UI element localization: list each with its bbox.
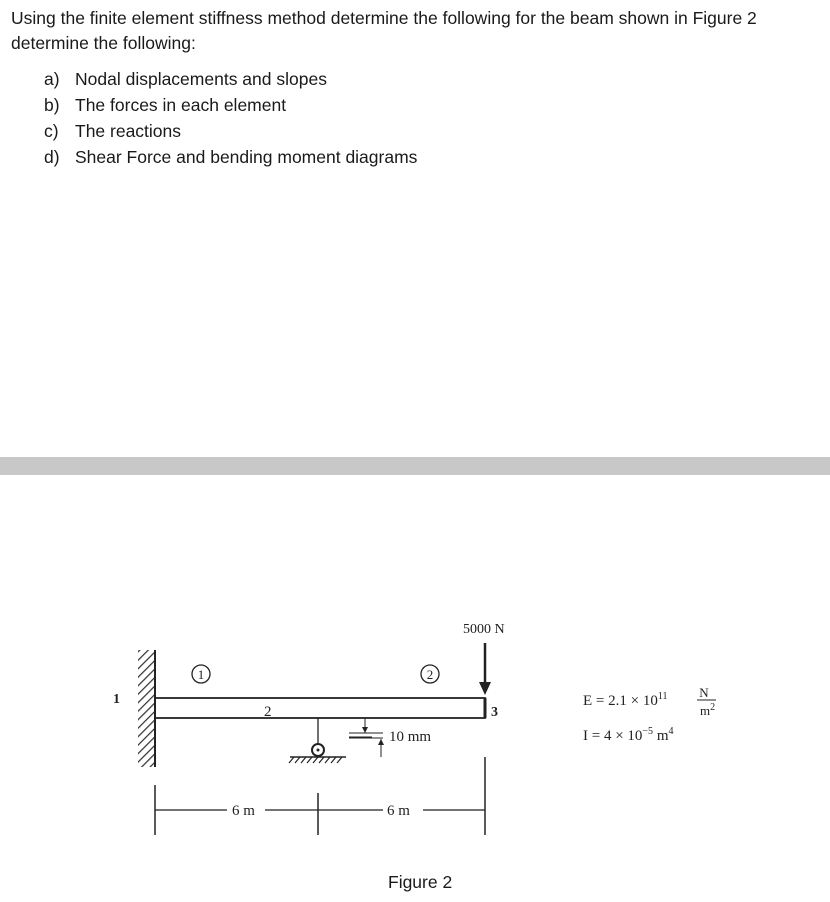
- svg-text:I = 4 × 10−5 m4: [583, 726, 673, 744]
- beam-body: [155, 698, 485, 718]
- part-text: The reactions: [75, 121, 182, 141]
- load-arrow-icon: [479, 682, 491, 695]
- part-item-d: [44, 144, 821, 170]
- fixed-wall-hatch: [138, 650, 155, 767]
- page-divider: [0, 457, 830, 475]
- roller-pin: [317, 749, 320, 752]
- element-1-label: 1: [197, 667, 205, 682]
- settlement-arrowhead-up: [378, 739, 384, 745]
- modulus-unit-denominator: m: [700, 703, 711, 718]
- svg-text:E = 2.1 × 1011: [583, 691, 667, 709]
- svg-text:m2: [700, 702, 715, 718]
- beam-diagram: [0, 475, 830, 897]
- span-1-label: 6 m: [232, 803, 255, 819]
- ground-hatch: [289, 757, 342, 763]
- element-2-label: 2: [426, 667, 434, 682]
- node-2-label: 2: [264, 704, 272, 720]
- inertia-formula: [583, 726, 673, 744]
- modulus-prefix: E = 2.1 × 10: [583, 693, 658, 709]
- part-text: The forces in each element: [75, 95, 287, 115]
- node-1-label: 1: [113, 692, 120, 707]
- part-item-b: [44, 92, 821, 118]
- inertia-unit-exponent: 4: [668, 726, 674, 737]
- part-label: c): [44, 121, 59, 141]
- load-label: 5000 N: [463, 622, 505, 637]
- part-label: b): [44, 95, 60, 115]
- inertia-prefix: I = 4 × 10: [583, 728, 643, 744]
- figure-caption: Figure 2: [388, 872, 453, 892]
- part-label: a): [44, 69, 60, 89]
- beam-figure: [0, 475, 830, 897]
- node-3-label: 3: [491, 705, 498, 720]
- modulus-unit-denominator-exp: 2: [710, 702, 716, 713]
- part-text: Nodal displacements and slopes: [75, 69, 327, 89]
- part-text: Shear Force and bending moment diagrams: [75, 147, 418, 167]
- question-block: [11, 6, 821, 170]
- settlement-arrowhead-down: [362, 727, 368, 733]
- part-item-a: [44, 66, 821, 92]
- modulus-exponent: 11: [657, 691, 668, 702]
- inertia-exponent: −5: [642, 726, 654, 737]
- span-2-label: 6 m: [387, 803, 410, 819]
- part-label: d): [44, 147, 60, 167]
- inertia-unit: m: [656, 728, 669, 744]
- modulus-formula: [583, 685, 716, 718]
- settlement-label: 10 mm: [389, 729, 432, 745]
- question-parts-list: [11, 66, 821, 170]
- question-intro: Using the finite element stiffness method determine the following for the beam shown in Figure 2 determine the following:: [11, 8, 757, 53]
- modulus-unit-numerator: N: [699, 685, 709, 700]
- part-item-c: [44, 118, 821, 144]
